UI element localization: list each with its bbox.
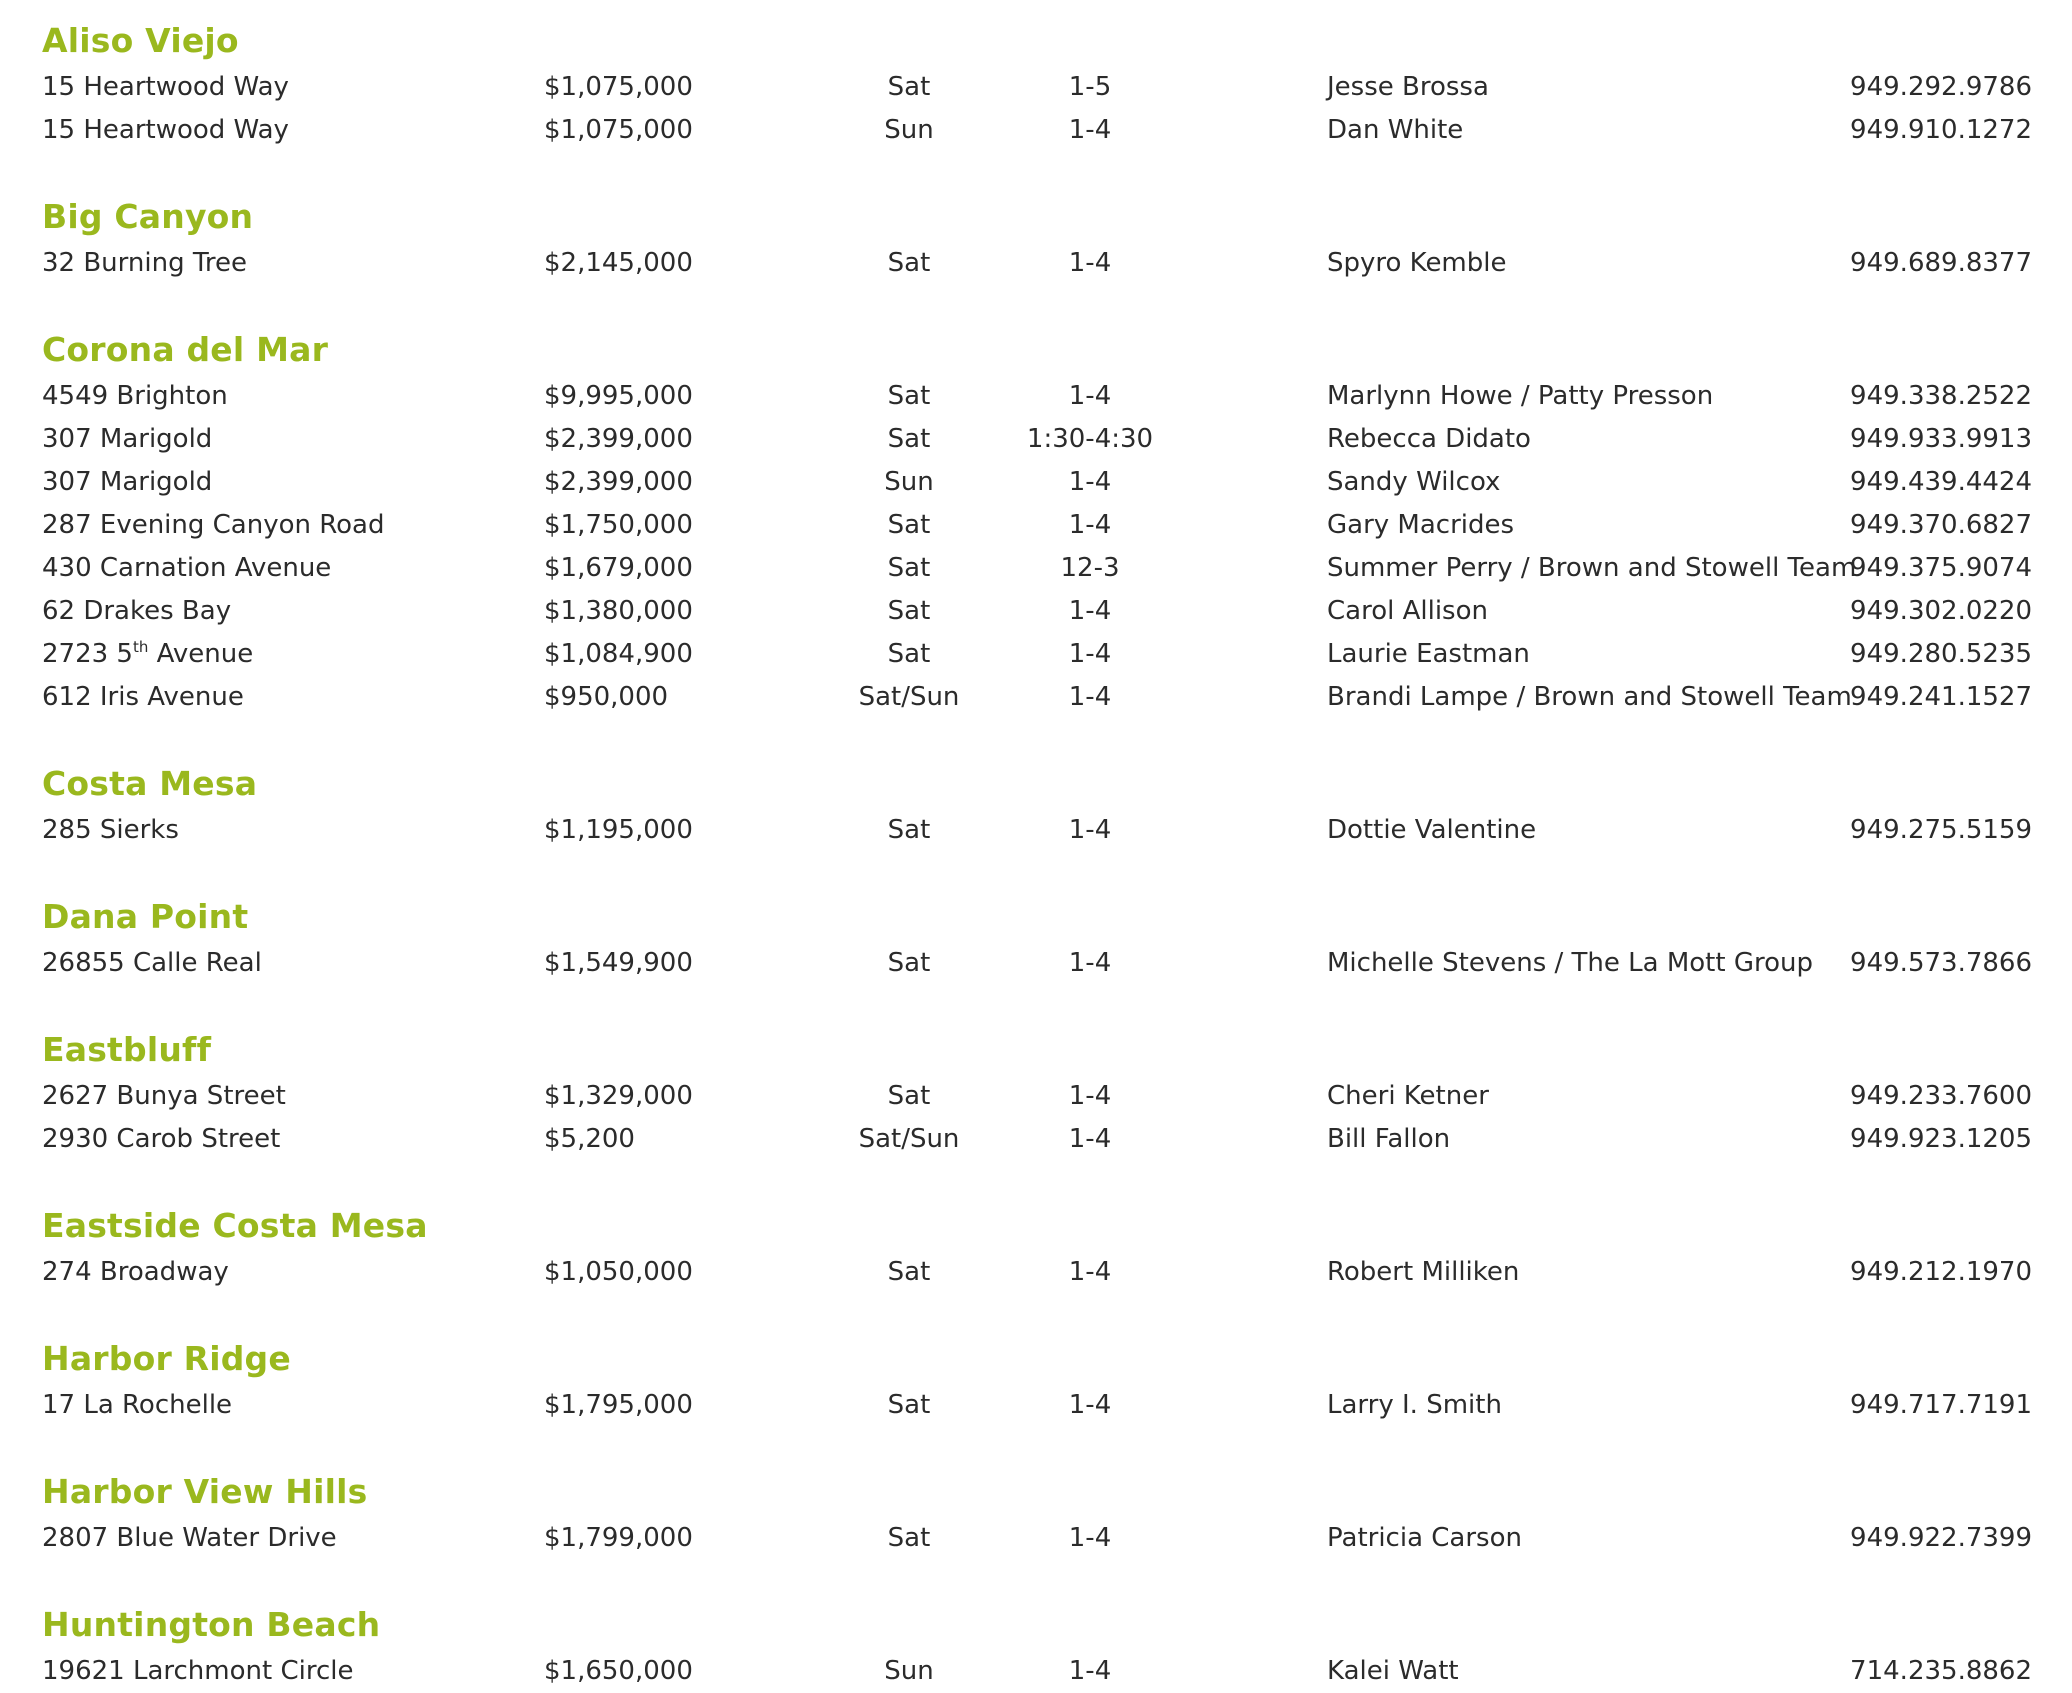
price-cell: $2,145,000	[544, 248, 693, 278]
day-cell: Sat	[887, 248, 931, 278]
address-cell: 19621 Larchmont Circle	[42, 1656, 354, 1686]
agent-cell: Carol Allison	[1327, 596, 1488, 626]
time-cell: 1-4	[1068, 1124, 1112, 1154]
time-cell: 1-4	[1068, 815, 1112, 845]
address-cell: 17 La Rochelle	[42, 1390, 233, 1420]
phone-cell: 949.717.7191	[1850, 1390, 2032, 1420]
address-cell: 274 Broadway	[42, 1257, 229, 1287]
listing-row	[42, 1075, 2032, 1118]
day-cell: Sat	[887, 1390, 931, 1420]
agent-cell: Brandi Lampe / Brown and Stowell Team	[1327, 682, 1852, 712]
day-cell: Sun	[884, 115, 934, 145]
area-section	[42, 1467, 2032, 1560]
listing-row	[42, 590, 2032, 633]
listing-row	[42, 1118, 2032, 1161]
listing-row	[42, 809, 2032, 852]
address-cell	[42, 633, 253, 676]
price-cell: $1,799,000	[544, 1523, 693, 1553]
price-cell: $1,380,000	[544, 596, 693, 626]
price-cell: $950,000	[544, 682, 669, 712]
area-section	[42, 892, 2032, 985]
address-cell: 430 Carnation Avenue	[42, 553, 332, 583]
time-cell: 1-4	[1068, 510, 1112, 540]
area-heading: Costa Mesa	[42, 764, 258, 803]
agent-cell: Sandy Wilcox	[1327, 467, 1501, 497]
address-cell: 15 Heartwood Way	[42, 115, 289, 145]
price-cell: $1,075,000	[544, 72, 693, 102]
price-cell: $2,399,000	[544, 467, 693, 497]
area-section	[42, 16, 2032, 152]
open-house-listing	[42, 16, 2032, 1693]
price-cell: $1,329,000	[544, 1081, 693, 1111]
address-cell: 15 Heartwood Way	[42, 72, 289, 102]
time-cell: 1-4	[1068, 639, 1112, 669]
phone-cell: 949.233.7600	[1850, 1081, 2032, 1111]
address-cell: 2930 Carob Street	[42, 1124, 281, 1154]
area-heading: Dana Point	[42, 897, 249, 936]
phone-cell: 949.241.1527	[1850, 682, 2032, 712]
price-cell: $1,195,000	[544, 815, 693, 845]
price-cell: $9,995,000	[544, 381, 693, 411]
address-cell: 285 Sierks	[42, 815, 179, 845]
area-section	[42, 1201, 2032, 1294]
day-cell: Sat	[887, 424, 931, 454]
listing-row	[42, 676, 2032, 719]
price-cell: $1,084,900	[544, 639, 693, 669]
day-cell: Sun	[884, 1656, 934, 1686]
area-section	[42, 192, 2032, 285]
day-cell: Sat/Sun	[858, 1124, 960, 1154]
time-cell: 1-4	[1068, 948, 1112, 978]
price-cell: $2,399,000	[544, 424, 693, 454]
day-cell: Sat	[887, 381, 931, 411]
day-cell: Sat	[887, 815, 931, 845]
agent-cell: Bill Fallon	[1327, 1124, 1451, 1154]
day-cell: Sat	[887, 596, 931, 626]
agent-cell: Larry I. Smith	[1327, 1390, 1502, 1420]
address-cell: 2627 Bunya Street	[42, 1081, 286, 1111]
listing-row	[42, 942, 2032, 985]
time-cell: 1-4	[1068, 115, 1112, 145]
agent-cell: Rebecca Didato	[1327, 424, 1531, 454]
day-cell: Sat	[887, 1081, 931, 1111]
day-cell: Sat	[887, 948, 931, 978]
price-cell: $1,679,000	[544, 553, 693, 583]
listing-row	[42, 1251, 2032, 1294]
phone-cell: 949.933.9913	[1850, 424, 2032, 454]
area-heading: Harbor View Hills	[42, 1472, 368, 1511]
agent-cell: Cheri Ketner	[1327, 1081, 1489, 1111]
agent-cell: Michelle Stevens / The La Mott Group	[1327, 948, 1813, 978]
area-heading: Eastside Costa Mesa	[42, 1206, 428, 1245]
time-cell: 1-4	[1068, 1081, 1112, 1111]
area-heading: Huntington Beach	[42, 1605, 381, 1644]
area-section	[42, 1334, 2032, 1427]
agent-cell: Gary Macrides	[1327, 510, 1515, 540]
price-cell: $1,549,900	[544, 948, 693, 978]
listing-row	[42, 504, 2032, 547]
listing-row	[42, 1517, 2032, 1560]
address-cell: 62 Drakes Bay	[42, 596, 232, 626]
phone-cell: 949.292.9786	[1850, 72, 2032, 102]
listing-row	[42, 1650, 2032, 1693]
address-cell: 307 Marigold	[42, 424, 213, 454]
area-section	[42, 1025, 2032, 1161]
time-cell: 1-4	[1068, 1523, 1112, 1553]
time-cell: 12-3	[1060, 553, 1120, 583]
phone-cell: 949.275.5159	[1850, 815, 2032, 845]
address-cell: 4549 Brighton	[42, 381, 228, 411]
day-cell: Sat/Sun	[858, 682, 960, 712]
agent-cell: Marlynn Howe / Patty Presson	[1327, 381, 1714, 411]
agent-cell: Laurie Eastman	[1327, 639, 1530, 669]
phone-cell: 949.302.0220	[1850, 596, 2032, 626]
phone-cell: 949.375.9074	[1850, 553, 2032, 583]
area-section	[42, 1600, 2032, 1693]
price-cell: $1,750,000	[544, 510, 693, 540]
agent-cell: Kalei Watt	[1327, 1656, 1459, 1686]
day-cell: Sat	[887, 639, 931, 669]
time-cell: 1-4	[1068, 1390, 1112, 1420]
agent-cell: Dan White	[1327, 115, 1464, 145]
ordinal-suffix: th	[132, 638, 149, 656]
day-cell: Sat	[887, 553, 931, 583]
phone-cell: 949.370.6827	[1850, 510, 2032, 540]
address-cell: 612 Iris Avenue	[42, 682, 244, 712]
agent-cell: Robert Milliken	[1327, 1257, 1520, 1287]
area-section	[42, 325, 2032, 719]
address-number: 2723 5	[42, 639, 133, 669]
listing-row	[42, 375, 2032, 418]
listing-row	[42, 547, 2032, 590]
time-cell: 1-4	[1068, 1257, 1112, 1287]
phone-cell: 714.235.8862	[1850, 1656, 2032, 1686]
phone-cell: 949.922.7399	[1850, 1523, 2032, 1553]
phone-cell: 949.923.1205	[1850, 1124, 2032, 1154]
phone-cell: 949.212.1970	[1850, 1257, 2032, 1287]
area-heading: Aliso Viejo	[42, 21, 239, 60]
day-cell: Sat	[887, 510, 931, 540]
listing-row	[42, 242, 2032, 285]
agent-cell: Jesse Brossa	[1327, 72, 1489, 102]
address-cell: 26855 Calle Real	[42, 948, 262, 978]
agent-cell: Patricia Carson	[1327, 1523, 1522, 1553]
day-cell: Sat	[887, 1523, 931, 1553]
time-cell: 1-4	[1068, 248, 1112, 278]
area-section	[42, 759, 2032, 852]
phone-cell: 949.910.1272	[1850, 115, 2032, 145]
listing-row	[42, 66, 2032, 109]
address-cell: 2807 Blue Water Drive	[42, 1523, 337, 1553]
day-cell: Sun	[884, 467, 934, 497]
time-cell: 1:30-4:30	[1026, 424, 1154, 454]
time-cell: 1-4	[1068, 596, 1112, 626]
listing-row	[42, 109, 2032, 152]
phone-cell: 949.689.8377	[1850, 248, 2032, 278]
listing-row	[42, 1384, 2032, 1427]
price-cell: $1,050,000	[544, 1257, 693, 1287]
phone-cell: 949.439.4424	[1850, 467, 2032, 497]
phone-cell: 949.280.5235	[1850, 639, 2032, 669]
price-cell: $1,795,000	[544, 1390, 693, 1420]
agent-cell: Summer Perry / Brown and Stowell Team	[1327, 553, 1857, 583]
time-cell: 1-4	[1068, 381, 1112, 411]
time-cell: 1-4	[1068, 682, 1112, 712]
agent-cell: Dottie Valentine	[1327, 815, 1537, 845]
price-cell: $1,075,000	[544, 115, 693, 145]
address-cell: 32 Burning Tree	[42, 248, 248, 278]
agent-cell: Spyro Kemble	[1327, 248, 1507, 278]
listing-row	[42, 633, 2032, 676]
area-heading: Harbor Ridge	[42, 1339, 291, 1378]
phone-cell: 949.338.2522	[1850, 381, 2032, 411]
listing-row	[42, 418, 2032, 461]
phone-cell: 949.573.7866	[1850, 948, 2032, 978]
area-heading: Eastbluff	[42, 1030, 212, 1069]
day-cell: Sat	[887, 72, 931, 102]
price-cell: $1,650,000	[544, 1656, 693, 1686]
address-cell: 287 Evening Canyon Road	[42, 510, 385, 540]
time-cell: 1-4	[1068, 1656, 1112, 1686]
day-cell: Sat	[887, 1257, 931, 1287]
address-cell: 307 Marigold	[42, 467, 213, 497]
time-cell: 1-4	[1068, 467, 1112, 497]
address-street: Avenue	[148, 639, 254, 669]
area-heading: Corona del Mar	[42, 330, 329, 369]
area-heading: Big Canyon	[42, 197, 254, 236]
time-cell: 1-5	[1068, 72, 1112, 102]
price-cell: $5,200	[544, 1124, 635, 1154]
listing-row	[42, 461, 2032, 504]
